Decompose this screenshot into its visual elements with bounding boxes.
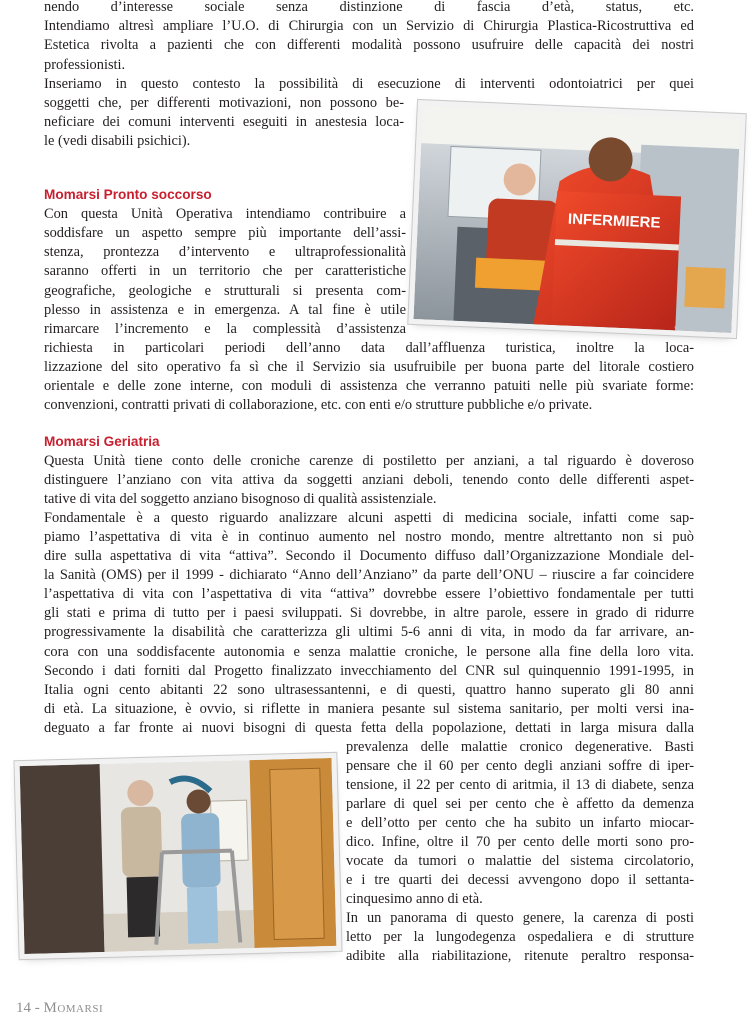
body-text-line: e dell’otto per cento che ha subito un infarto miocar- <box>346 815 694 831</box>
body-text-line: orientale e delle zone interne, con moduli di assistenza che verranno patuiti nelle più svariate forme: <box>44 378 694 394</box>
body-text-line: distinguere l’anziano con vita attiva da soggetti anziani deboli, tenendo conto delle differenti aspet- <box>44 472 694 488</box>
body-text-line: gli stati e prima di tutto per i paesi sviluppati. Si dovrebbe, in altre parole, essere in grado di ridurre <box>44 605 694 621</box>
section-heading-geriatria: Momarsi Geriatria <box>44 434 160 449</box>
body-text-line: piamo l’aspettativa di vita è in continuo aumento nel nostro mondo, mentre altrettanto non si può <box>44 529 694 545</box>
section-heading-pronto-soccorso: Momarsi Pronto soccorso <box>44 187 212 202</box>
body-text-line: Secondo i dati forniti dal Progetto finalizzato invecchiamento del CNR sul quinquennio 1991-1995, in <box>44 663 694 679</box>
page-footer <box>16 1000 103 1017</box>
body-text-line: e i tre quarti dei decessi avvengono dopo il settanta- <box>346 872 694 888</box>
body-text-line: convenzioni, contratti privati di collaborazione, etc. con enti e/o strutture pubbliche e/o private. <box>44 397 593 413</box>
body-text-line: soggetti che, per differenti motivazioni, non possono be- <box>44 95 404 111</box>
body-text-line: la Sanità (OMS) per il 1999 - dichiarato “Anno dell’Anziano” da parte dell’ONU – riuscire a far coincidere <box>44 567 694 583</box>
body-text-line: di età. La situazione, è ovvio, si riflette in maniera pesante sul sistema sanitario, per molti versi ina- <box>44 701 694 717</box>
body-text-line: letto per la lungodegenza ospedaliera e di strutture <box>346 929 694 945</box>
body-text-line: Italia ogni cento abitanti 22 sono ultrasessantenni, e di questi, quattro hanno superato gli 80 anni <box>44 682 694 698</box>
body-text-line: geografiche, geologiche e strutturali si presenta com- <box>44 283 406 299</box>
body-text-line: deguato a far fronte ai nuovi bisogni di questa fetta della popolazione, dettati in larga misura dalla <box>44 720 694 736</box>
body-text-line: Questa Unità tiene conto delle croniche carenze di postiletto per anziani, a tal riguardo è doveroso <box>44 453 694 469</box>
body-text-line: stenza, prontezza d’intervento e ultraprofessionalità <box>44 244 406 260</box>
body-text-line: dire sulla aspettativa di vita “attiva”. Secondo il Documento diffuso dall’Organizzazione Mondiale del- <box>44 548 694 564</box>
body-text-line: Fondamentale è a questo riguardo analizzare alcuni aspetti di medicina sociale, infatti come sap- <box>44 510 694 526</box>
body-text-line: soddisfare un aspetto sempre più importante dell’assi- <box>44 225 406 241</box>
vest-lettering: INFERMIERE <box>567 210 661 232</box>
body-text-line: vocate da tumori o malattie del sistema circolatorio, <box>346 853 694 869</box>
body-text-line: plesso in assistenza e in emergenza. A tal fine è utile <box>44 302 406 318</box>
page-number: 14 - <box>16 1000 40 1016</box>
body-text-line: Inseriamo in questo contesto la possibilità di esecuzione di interventi odontoiatrici per quei <box>44 76 694 92</box>
body-text-line: Estetica rivolta a pazienti che con differenti modalità possono usufruire delle capacità dei nostri <box>44 37 694 53</box>
body-text-line: tensione, il 22 per cento di aritmia, il 13 di diabete, senza <box>346 777 694 793</box>
body-text-line: cora con una soddisfacente autonomia e senza malattie croniche, le persone alla fine della loro vita. <box>44 644 694 660</box>
body-text-line: In un panorama di questo genere, la carenza di posti <box>346 910 694 926</box>
body-text-line: dico. Infine, oltre il 70 per cento delle morti sono pro- <box>346 834 694 850</box>
geriatric-rehab-photo <box>20 758 337 954</box>
body-text-line: pensare che il 60 per cento degli anziani soffre di iper- <box>346 758 694 774</box>
body-text-line: Intendiamo altresì ampliare l’U.O. di Chirurgia con un Servizio di Chirurgia Plastica-Ricostruttiva ed <box>44 18 694 34</box>
body-text-line: professionisti. <box>44 57 126 73</box>
body-text-line: le (vedi disabili psichici). <box>44 133 191 149</box>
body-text-line: adibite alla riabilitazione, ritenute peraltro responsa- <box>346 948 694 964</box>
body-text-line: parlare di quel sei per cento che è affetto da demenza <box>346 796 694 812</box>
footer-brand: Momarsi <box>43 1000 104 1016</box>
body-text-line: Con questa Unità Operativa intendiamo contribuire a <box>44 206 406 222</box>
body-text-line: tative di vita del soggetto anziano bisognoso di qualità assistenziale. <box>44 491 437 507</box>
ambulance-nurse-photo <box>413 105 740 333</box>
body-text-line: l’aspettativa di vita con l’aspettativa di vita “attiva” dovrebbe essere l’obiettivo fondamentale per tutti <box>44 586 694 602</box>
body-text-line: lizzazione del sito operativo fa sì che il Servizio sia usufruibile per buona parte del litorale costiero <box>44 359 694 375</box>
body-text-line: richiesta in particolari periodi dell’anno data dall’affluenza turistica, inoltre la loca- <box>44 340 694 356</box>
body-text-line: progressivamente la disabilità che caratterizza gli ultimi 5-6 anni di vita, in modo da far arrivare, an- <box>44 624 694 640</box>
body-text-line: rimarcare l’incremento e la complessità d’assistenza <box>44 321 406 337</box>
body-text-line: neficiare dei comuni interventi eseguiti in anestesia loca- <box>44 114 404 130</box>
body-text-line: cinquesimo anno di età. <box>346 891 483 907</box>
body-text-line: saranno offerti in un territorio che per caratteristiche <box>44 263 406 279</box>
body-text-line: prevalenza delle malattie cronico degenerative. Basti <box>346 739 694 755</box>
body-text-line: nendo d’interesse sociale senza distinzione di fascia d’età, status, etc. <box>44 0 694 15</box>
